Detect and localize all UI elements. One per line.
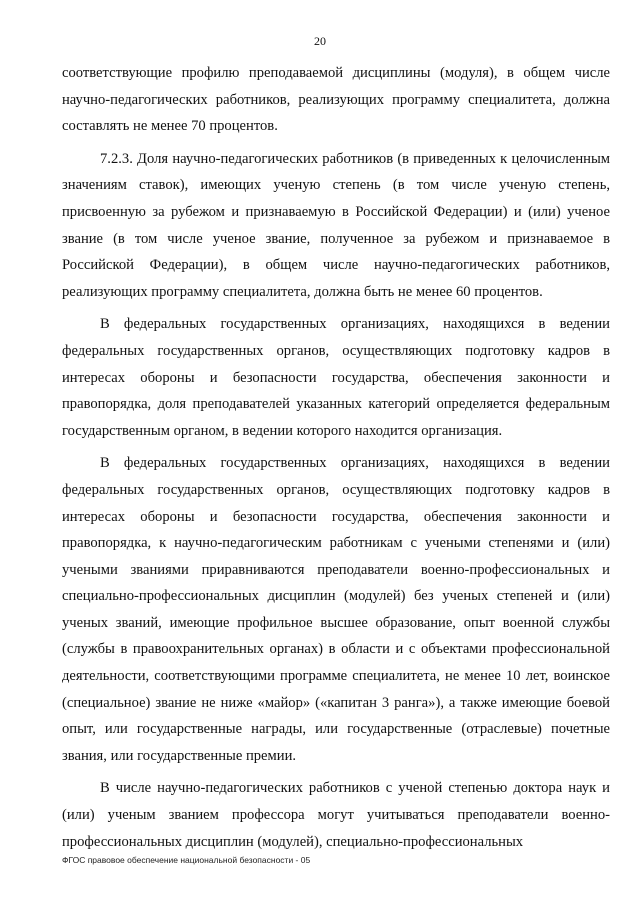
paragraph-7-2-3: 7.2.3. Доля научно-педагогических работников (в приведенных к целочисленным значениям ставок), имеющих ученую степень (в том числе ученую степень, присвоенную за рубежом и признаваемую в Российской Федерации) и (или) ученое звание (в том числе ученое звание, полученное за рубежом и признаваемое в Российской Федерации), в общем числе научно-педагогических работников, реализующих программу специалитета, должна быть не менее 60 процентов. — [62, 150, 610, 300]
paragraph-federal-organizations-equivalence: В федеральных государственных организациях, находящихся в ведении федеральных государственных органов, осуществляющих подготовку кадров в интересах обороны и безопасности государства, обеспечения законности и правопорядка, к научно-педагогическим работникам с учеными степенями и (или) учеными званиями приравниваются преподаватели военно-профессиональных и специально-профессиональных дисциплин (модулей) без ученых степеней и (или) ученых званий, имеющие профильное высшее образование, опыт военной службы (службы в правоохранительных органах) в области и с объектами профессиональной деятельности, соответствующими программе специалитета, не менее 10 лет, воинское (специальное) звание не ниже «майор» («капитан 3 ранга»), а также имеющие боевой опыт, или государственные награды, или государственные (отраслевые) почетные звания, или государственные премии. — [62, 455, 610, 764]
paragraph-continuation: соответствующие профилю преподаваемой дисциплины (модуля), в общем числе научно-педагогических работников, реализующих программу специалитета, должна составлять не менее 70 процентов. — [62, 65, 610, 135]
page-footer: ФГОС правовое обеспечение национальной безопасности - 05 — [62, 855, 311, 865]
paragraph-federal-organizations-share: В федеральных государственных организациях, находящихся в ведении федеральных государственных органов, осуществляющих подготовку кадров в интересах обороны и безопасности государства, обеспечения законности и правопорядка, доля преподавателей указанных категорий определяется федеральным государственным органом, в ведении которого находится организация. — [62, 316, 610, 439]
page-number: 20 — [314, 34, 326, 48]
document-body — [62, 60, 610, 861]
paragraph-doctors-professors: В числе научно-педагогических работников с ученой степенью доктора наук и (или) ученым званием профессора могут учитываться преподаватели военно-профессиональных дисциплин (модулей), специально-профессиональных — [62, 780, 610, 850]
